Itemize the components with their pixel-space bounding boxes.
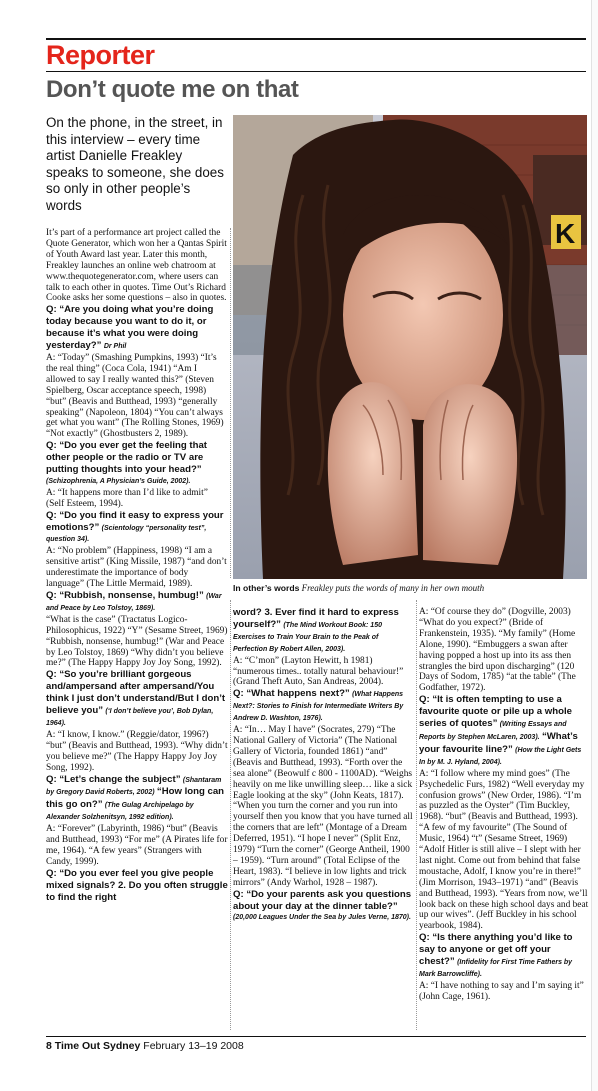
column-divider <box>416 600 417 1030</box>
question-source: (‘I don’t believe you’, Bob Dylan, 1964). <box>46 708 214 727</box>
page-edge <box>591 0 598 1091</box>
column-3 <box>419 607 589 1003</box>
page-footer <box>46 1040 244 1052</box>
title-rule <box>46 71 586 72</box>
headline: Don’t quote me on that <box>46 76 299 103</box>
answer: A: “I know, I know.” (Reggie/dator, 1996?) “but” (Beavis and Butthead, 1993). “Why didn’t you believe me?” (The Happy Happy Joy Joy Song, 1992). <box>46 729 228 773</box>
question: Q: “Do you ever feel you give people mixed signals? 2. Do you often struggle to find the right <box>46 867 228 903</box>
question: Q: “It is often tempting to use a favourite quote or pile up a whole series of quotes” <box>419 694 572 730</box>
answer: A: “It happens more than I’d like to admit” (Self Esteem, 1994). <box>46 487 208 509</box>
answer: A: “Forever” (Labyrinth, 1986) “but” (Beavis and Butthead, 1993) “For me” (A Pirates life for me, 1964). “A few years” (Strangers with Candy, 1999). <box>46 824 228 867</box>
portrait-photo <box>233 115 587 579</box>
answer: A: “C’mon” (Layton Hewitt, h 1981) “numerous times.. totally natural behaviour!” (Grand Theft Auto, San Andreas, 2004). <box>233 655 404 688</box>
sign-letter: K <box>555 218 576 249</box>
question-source: (Infidelity for First Time Fathers by Mark Barrowcliffe). <box>419 959 573 978</box>
question-source: Dr Phil <box>103 343 127 351</box>
page-number: 8 <box>46 1040 52 1052</box>
column-1 <box>46 228 228 903</box>
question-source: (The Gulag Archipelago by Alexander Solzhenitsyn, 1992 edition). <box>46 802 194 822</box>
caption-text: Freakley puts the words of many in her own mouth <box>301 583 485 593</box>
question: “What’s your favourite line?” <box>419 730 578 755</box>
question-source: (The Mind Workout Book: 150 Exercises to Train Your Brain to the Peak of Perfection By Robert Allen, 2003). <box>233 621 382 653</box>
question: Q: “What happens next?” <box>233 688 350 700</box>
issue-date: February 13–19 2008 <box>143 1040 244 1052</box>
answer: A: “Today” (Smashing Pumpkins, 1993) “It’s the real thing” (Coca Cola, 1941) “Am I allowed to say I really wanted this?” (Steven Spielberg, Oscar acceptance speech, 1998) “but” (Beavis and Butthead, 1993) “generally speaking” (Napoleon, 1804) “You can’t always get what you want” (The Rolling Stones, 1969) “Not exactly” (Ghostbusters 2, 1989). <box>46 352 224 440</box>
question: Q: “Rubbish, nonsense, humbug!” <box>46 590 204 601</box>
question-source: (War and Peace by Leo Tolstoy, 1869). <box>46 593 222 612</box>
question: Q: “Do you find it easy to express your emotions?” <box>46 509 224 533</box>
footer-rule <box>46 1036 586 1037</box>
question: Q: “Do your parents ask you questions about your day at the dinner table?” <box>233 888 412 912</box>
question: word? 3. Ever find it hard to express yourself?” <box>233 607 399 630</box>
question: Q: “Is there anything you’d like to say to anyone or get off your chest?” <box>419 932 573 968</box>
question-source: (Scientology “personality test”, question 34). <box>46 524 207 544</box>
question: Q: “Are you doing what you’re doing today because you want to do it, or because it’s what you were doing yesterday?” <box>46 304 214 352</box>
column-divider <box>230 228 231 578</box>
question-source: (What Happens Next?: Stories to Finish for Intermediate Writers By Andrew D. Washton, 1976). <box>233 691 404 723</box>
standfirst: On the phone, in the street, in this interview – every time artist Danielle Freakley speaks to someone, she does so only in other people’s words <box>46 115 224 213</box>
question: Q: “Do you ever get the feeling that other people or the radio or TV are putting thoughts into your head?” <box>46 440 207 476</box>
answer: A: “Of course they do” (Dogville, 2003) “What do you expect?” (Bride of Frankenstein, 1935). “My family” (Home Alone, 1990). “Embuggers a swan after having popped a host up into its ass then strangles the bird upon discharging” (120 Days of Sodom, 1785) “at the table” (The Godfather, 1972). <box>419 607 576 694</box>
caption-lead: In other’s words <box>233 583 300 593</box>
photo-caption <box>233 583 587 594</box>
question-source: (Shantaram by Gregory David Roberts, 2002) <box>46 776 222 797</box>
magazine-name: Time Out Sydney <box>54 1040 141 1052</box>
answer: A: “In… May I have” (Socrates, 279) “The National Gallery of Victoria” (The National Gallery of Victoria, founded 1861) “and” (Beavis and Butthead, 1993). “Forth over the sea alone” (Beowulf c 800 - 1100AD). “Weighs heavily on me like unwilling sleep… like a sick Eagle looking at the sky” (John Keats, 1817). “When you turn the corner and you run into yourself then you know that you have turned all the corners that are left” (Montage of a Dream Deferred, 1951). “I hope I never” (Split Enz, 1979) “Turn the corner” (George Antheil, 1900 – 1959). “Turn around” (Total Eclipse of the Heart, 1983). “I believe in low lights and trick mirrors” (Andy Warhol, 1928 – 1987). <box>233 725 413 888</box>
question-source: (Writing Essays and Reports by Stephen McLaren, 2003). <box>419 721 567 741</box>
answer: A: “No problem” (Happiness, 1998) “I am a sensitive artist” (King Missile, 1987) “and don’t underestimate the importance of body language” (The Little Mermaid, 1989). <box>46 546 227 590</box>
answer: “What is the case” (Tractatus Logico-Philosophicus, 1922) “Y” (Sesame Street, 1969) “Rubbish, nonsense, humbug!” (War and Peace by Leo Tolstoy, 1869) “Why didn’t you believe me?” (The Happy Happy Joy Joy Song, 1992). <box>46 614 228 669</box>
question: Q: “So you’re brilliant gorgeous and/ampersand after ampersand/You think I just don’t understand/But I don’t believe you” <box>46 669 226 717</box>
question: Q: “Let’s change the subject” <box>46 773 181 785</box>
column-2 <box>233 607 413 924</box>
question-source: (Schizophrenia, A Physician’s Guide, 2002). <box>46 477 191 485</box>
question-source: (20,000 Leagues Under the Sea by Jules Verne, 1870). <box>233 914 411 922</box>
answer: A: “I have nothing to say and I’m saying it” (John Cage, 1961). <box>419 980 584 1002</box>
question: “How long can this go on?” <box>46 786 225 811</box>
question-source: (How the Light Gets In by M. J. Hyland, 2004). <box>419 746 582 766</box>
intro-paragraph: It’s part of a performance art project called the Quote Generator, which won her a Qantas Spirit of Youth Award last year. Later this month, Freakley launches an online web chatroom at www.thequotegenerator.com, where users can talk to each other in quotes. Time Out’s Richard Cooke asks her some questions – also in quotes. <box>46 228 227 304</box>
answer: A: “I follow where my mind goes” (The Psychedelic Furs, 1982) “Well everyday my confusion grows” (New Order, 1986). “I’m as puzzled as the Oyster” (Tim Buckley, 1968). “but” (Beavis and Butthead, 1993). “A few of my favourite” (The Sound of Music, 1964) “t” (Sesame Street, 1969) “Adolf Hitler is still alive – I slept with her last night. Come out from behind that false moustache, Adolf, I know you’re in there!” (Jim Morrison, 1943–1971) “and” (Beavis and Butthead, 1993). “Years from now, we’ll look back on these high school days and beat up our wives”. (Jeff Buckley in his school yearbook, 1984). <box>419 768 589 932</box>
section-title: Reporter <box>46 40 155 70</box>
column-divider <box>230 600 231 1030</box>
